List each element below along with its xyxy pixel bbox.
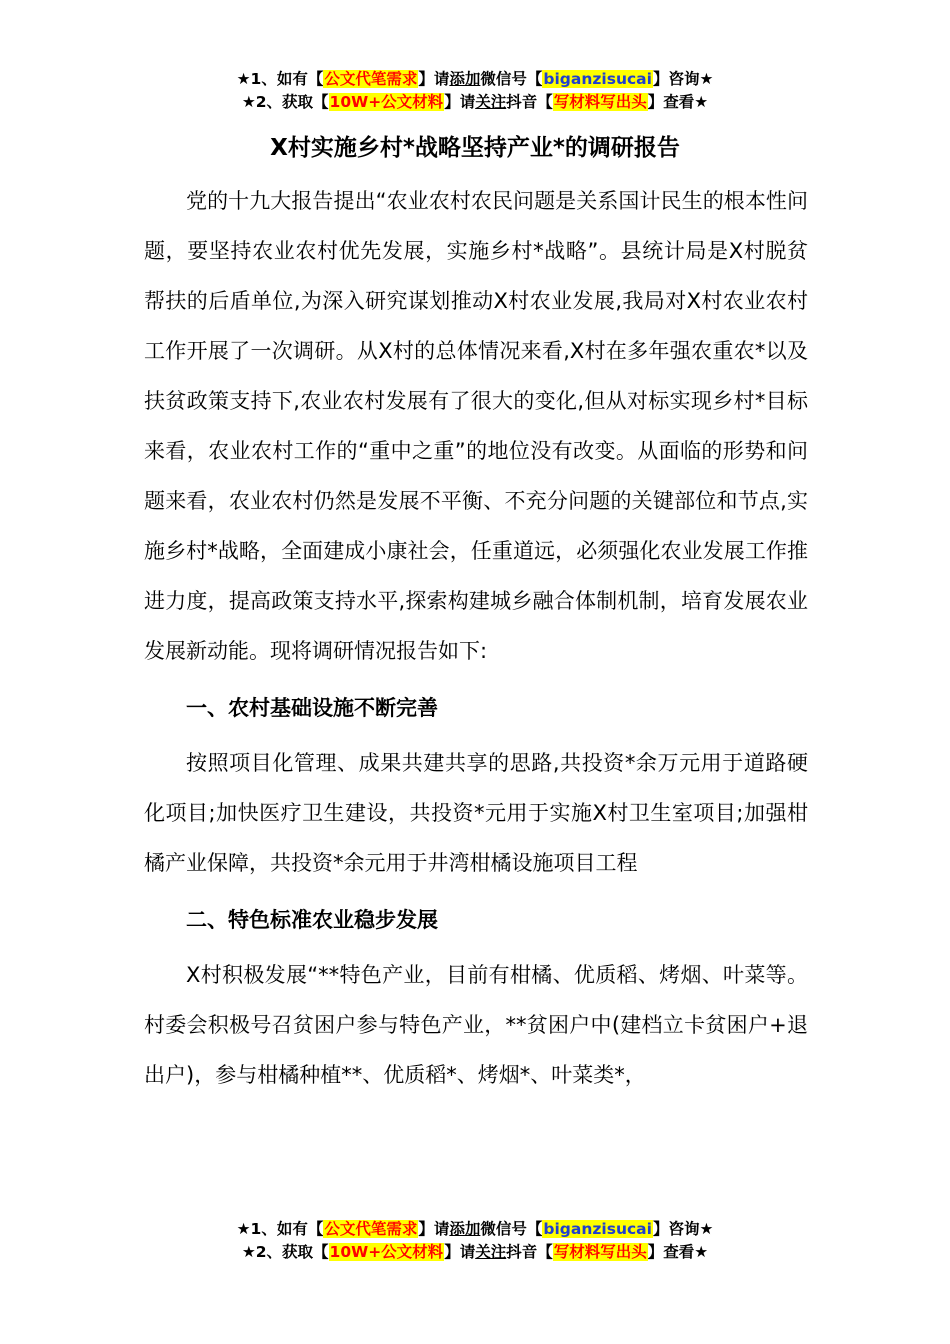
- banner-text: ★2、获取【: [241, 93, 329, 111]
- underlined-word: 关注: [475, 1243, 507, 1261]
- highlight-douyin: 写材料写出头: [553, 1243, 647, 1261]
- underlined-word: 关注: [475, 93, 507, 111]
- underlined-word: 添加: [449, 70, 481, 88]
- highlight-service: 公文代笔需求: [324, 1220, 418, 1238]
- section-heading-1: 一、农村基础设施不断完善: [186, 696, 438, 720]
- banner-text: ★1、如有【: [236, 1220, 324, 1238]
- banner-text: 微信号【: [480, 1220, 543, 1238]
- banner-text: 抖音【: [506, 1243, 553, 1261]
- document-title: X村实施乡村*战略坚持产业*的调研报告: [270, 135, 680, 161]
- banner-text: 】请: [444, 1243, 476, 1261]
- underlined-word: 添加: [449, 1220, 481, 1238]
- banner-text: 】咨询★: [652, 1220, 714, 1238]
- section-paragraph-2: X村积极发展“**特色产业，目前有柑橘、优质稻、烤烟、叶菜等。村委会积极号召贫困户参与特色产业，**贫困户中(建档立卡贫困户+退出户)，参与柑橘种植**、优质稻*、烤烟*、叶菜类*，: [144, 963, 808, 1087]
- highlight-wechat-id: biganzisucai: [543, 1220, 652, 1238]
- banner-line-1: [0, 1218, 950, 1241]
- section-paragraph-1: 按照项目化管理、成果共建共享的思路,共投资*余万元用于道路硬化项目;加快医疗卫生建设，共投资*元用于实施X村卫生室项目;加强柑橘产业保障，共投资*余元用于井湾柑橘设施项目工程: [144, 751, 808, 875]
- banner-line-2: [0, 91, 950, 114]
- highlight-douyin: 写材料写出头: [553, 93, 647, 111]
- banner-text: ★2、获取【: [241, 1243, 329, 1261]
- banner-text: 】请: [444, 93, 476, 111]
- highlight-service: 公文代笔需求: [324, 70, 418, 88]
- highlight-materials: 10W+公文材料: [329, 93, 444, 111]
- header-banner: [0, 68, 950, 114]
- intro-paragraph: 党的十九大报告提出“农业农村农民问题是关系国计民生的根本性问题，要坚持农业农村优先发展，实施乡村*战略”。县统计局是X村脱贫帮扶的后盾单位,为深入研究谋划推动X村农业发展,我局对X村农业农村工作开展了一次调研。从X村的总体情况来看,X村在多年强农重农*以及扶贫政策支持下,农业农村发展有了很大的变化,但从对标实现乡村*目标来看，农业农村工作的“重中之重”的地位没有改变。从面临的形势和问题来看，农业农村仍然是发展不平衡、不充分问题的关键部位和节点,实施乡村*战略，全面建成小康社会，任重道远，必须强化农业发展工作推进力度，提高政策支持水平,探索构建城乡融合体制机制，培育发展农业发展新动能。现将调研情况报告如下:: [144, 189, 808, 663]
- banner-text: 】请: [418, 70, 450, 88]
- banner-text: 】查看★: [647, 93, 709, 111]
- banner-text: 】请: [418, 1220, 450, 1238]
- banner-line-2: [0, 1241, 950, 1264]
- document-body: [144, 176, 808, 1100]
- footer-banner: [0, 1218, 950, 1264]
- highlight-wechat-id: biganzisucai: [543, 70, 652, 88]
- section-heading-2: 二、特色标准农业稳步发展: [186, 908, 438, 932]
- banner-text: 微信号【: [480, 70, 543, 88]
- banner-text: 】咨询★: [652, 70, 714, 88]
- highlight-materials: 10W+公文材料: [329, 1243, 444, 1261]
- banner-line-1: [0, 68, 950, 91]
- banner-text: 】查看★: [647, 1243, 709, 1261]
- banner-text: 抖音【: [506, 93, 553, 111]
- banner-text: ★1、如有【: [236, 70, 324, 88]
